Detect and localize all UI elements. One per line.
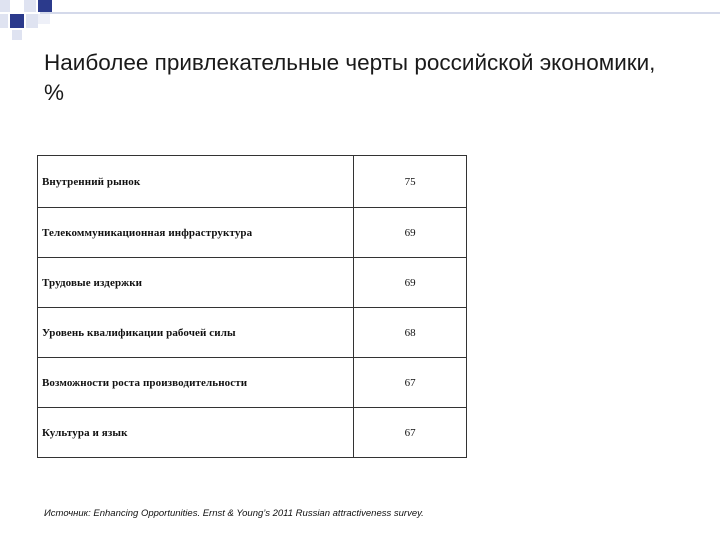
decor-square-light-6: [38, 14, 50, 24]
decor-square-light-2: [24, 0, 36, 12]
row-value: 68: [354, 308, 467, 358]
slide-title: Наиболее привлекательные черты российской экономики, %: [44, 50, 656, 105]
decor-square-dark-top: [38, 0, 52, 12]
row-label: Телекоммуникационная инфраструктура: [38, 208, 354, 258]
row-value: 67: [354, 408, 467, 458]
attractiveness-table: [37, 155, 467, 458]
row-label: Внутренний рынок: [38, 156, 354, 208]
row-label: Возможности роста производительности: [38, 358, 354, 408]
table-row: [38, 308, 467, 358]
row-value: 69: [354, 208, 467, 258]
source-note: Источник: Enhancing Opportunities. Ernst & Young’s 2011 Russian attractiveness survey.: [44, 508, 424, 519]
decor-square-dark-left: [10, 14, 24, 28]
decor-square-light-5: [12, 30, 22, 40]
row-label: Уровень квалификации рабочей силы: [38, 308, 354, 358]
decor-square-light-3: [0, 14, 8, 28]
table-row: [38, 208, 467, 258]
row-label: Трудовые издержки: [38, 258, 354, 308]
slide-decoration: [0, 0, 720, 40]
table-row: [38, 258, 467, 308]
table-row: [38, 408, 467, 458]
decor-square-light-4: [26, 14, 38, 28]
table-row: [38, 358, 467, 408]
row-label: Культура и язык: [38, 408, 354, 458]
row-value: 69: [354, 258, 467, 308]
row-value: 75: [354, 156, 467, 208]
row-value: 67: [354, 358, 467, 408]
table-row: [38, 156, 467, 208]
decor-square-light-1: [0, 0, 10, 12]
